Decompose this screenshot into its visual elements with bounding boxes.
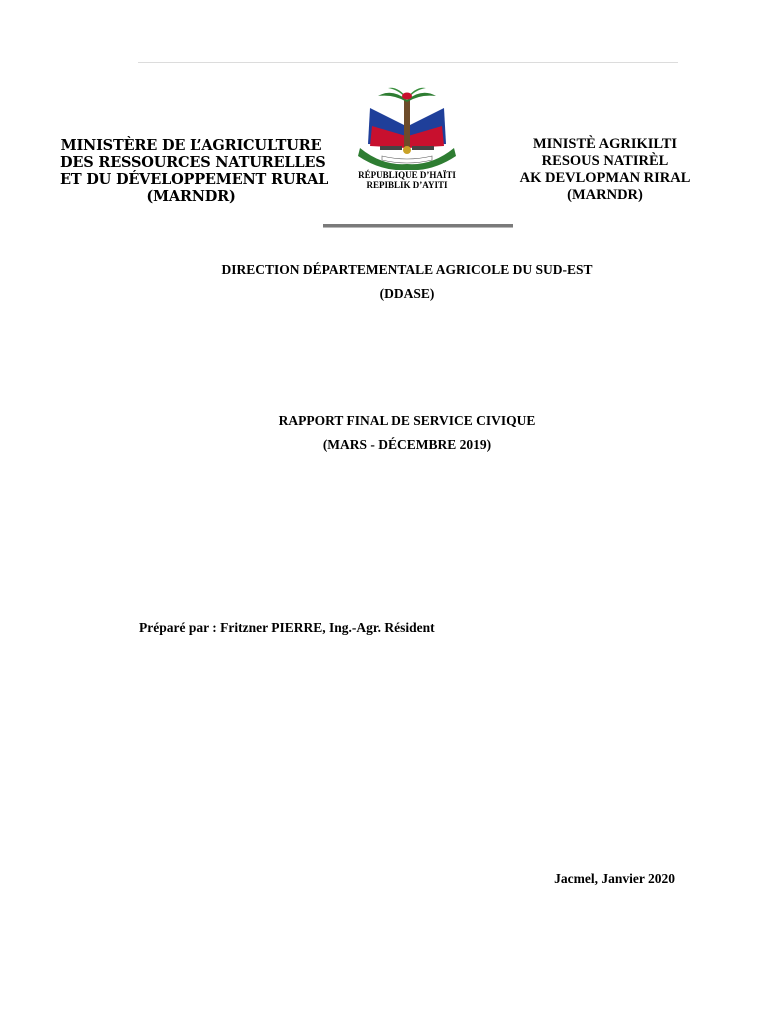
emblem-caption-kreyol: REPIBLIK D’AYITI bbox=[366, 180, 448, 190]
place-and-date: Jacmel, Janvier 2020 bbox=[554, 871, 675, 886]
ministry-fr-line: MINISTÈRE DE L’AGRICULTURE bbox=[60, 137, 322, 154]
emblem-caption bbox=[340, 170, 474, 190]
direction-acronym: (DDASE) bbox=[379, 286, 435, 301]
direction-name: DIRECTION DÉPARTEMENTALE AGRICOLE DU SUD-EST bbox=[221, 262, 593, 277]
ministry-fr-line: (MARNDR) bbox=[146, 188, 236, 205]
report-period: (MARS - DÉCEMBRE 2019) bbox=[322, 437, 492, 452]
header-divider bbox=[323, 224, 513, 228]
ministry-fr-line: DES RESSOURCES NATURELLES bbox=[60, 154, 326, 171]
ministry-name-french bbox=[60, 137, 329, 205]
prepared-by: Préparé par : Fritzner PIERRE, Ing.-Agr. Résident bbox=[139, 620, 435, 635]
ministry-fr-line: ET DU DÉVELOPPEMENT RURAL bbox=[60, 171, 329, 188]
haiti-coat-of-arms-icon bbox=[352, 86, 462, 170]
ministry-kr-line: RESOUS NATIRÈL bbox=[541, 153, 669, 169]
top-divider bbox=[138, 62, 678, 63]
ministry-name-kreyol bbox=[504, 136, 706, 204]
ministry-kr-line: MINISTÈ AGRIKILTI bbox=[532, 136, 678, 152]
ministry-kr-line: AK DEVLOPMAN RIRAL bbox=[519, 170, 691, 186]
report-title: RAPPORT FINAL DE SERVICE CIVIQUE bbox=[278, 413, 536, 428]
emblem-caption-french: RÉPUBLIQUE D’HAÏTI bbox=[358, 170, 456, 180]
ministry-kr-line: (MARNDR) bbox=[567, 187, 643, 203]
